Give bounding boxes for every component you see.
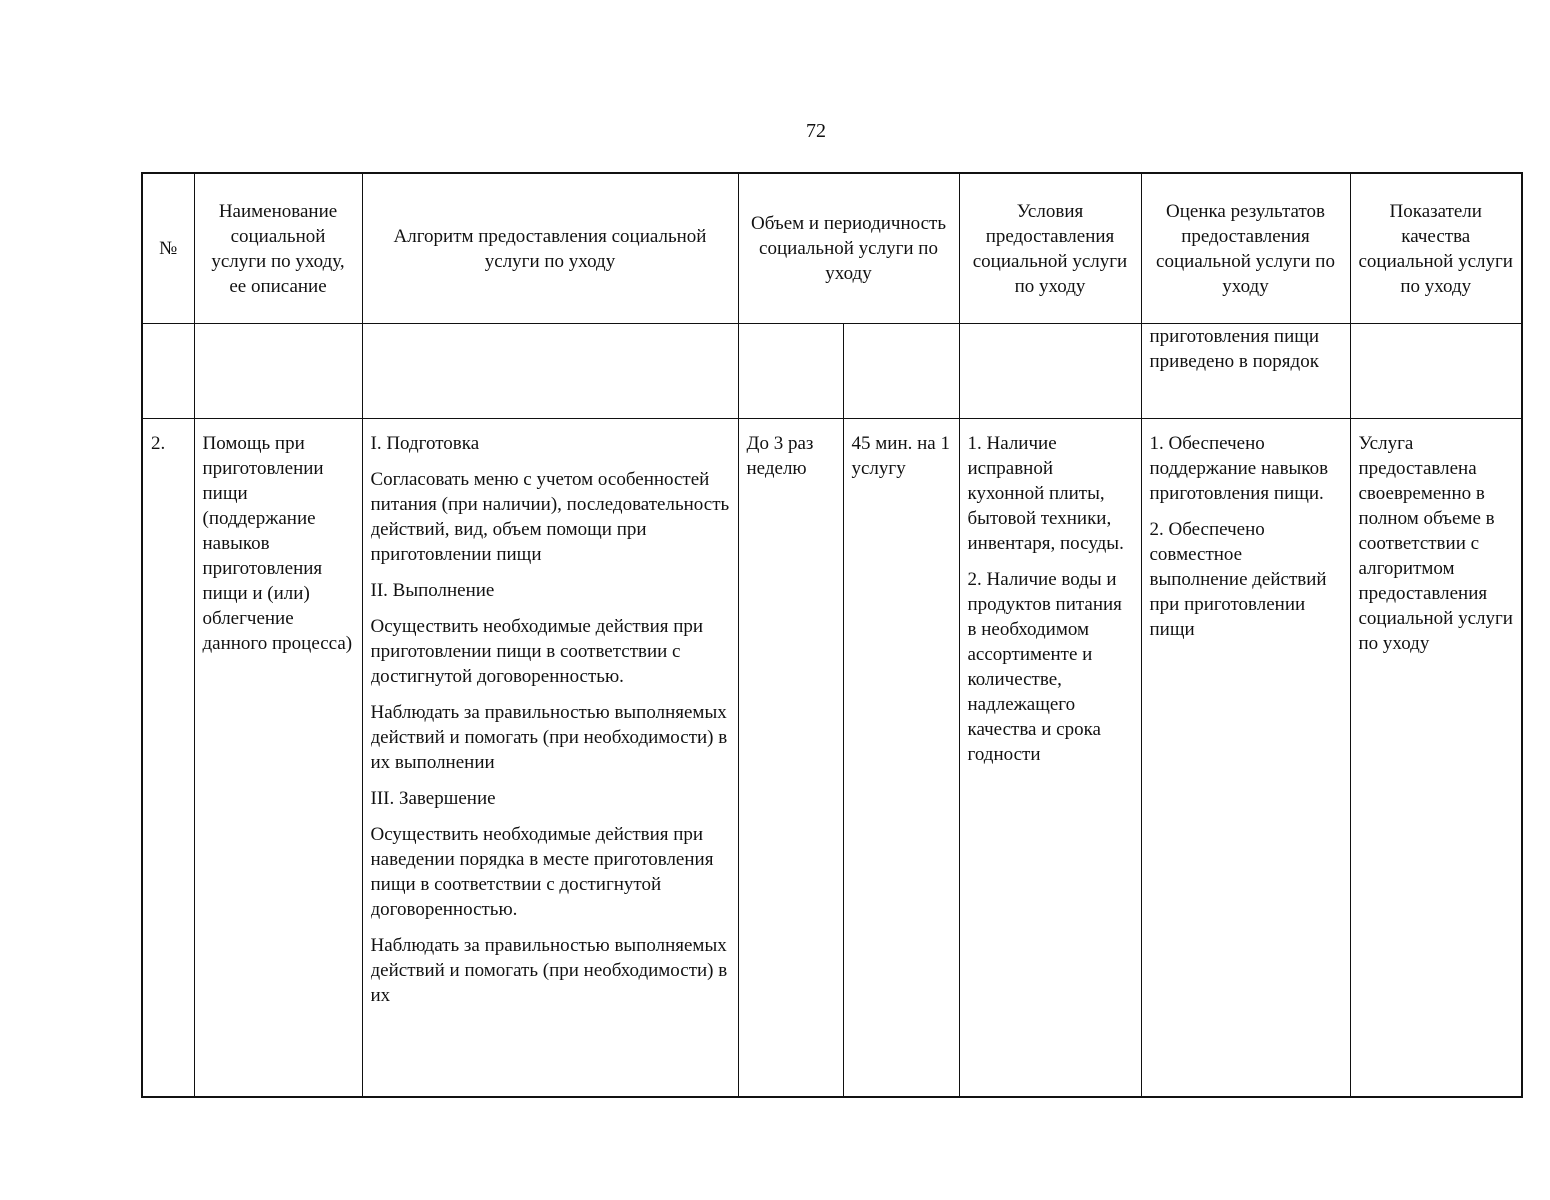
duration-cell: 45 мин. на 1 услугу <box>843 419 959 1098</box>
header-conditions: Условия предоставления социальной услуги по уходу <box>959 173 1141 324</box>
table-row-2 <box>142 419 1522 1098</box>
cont-quality <box>1350 324 1522 419</box>
algorithm-step-heading: I. Подготовка <box>370 433 480 454</box>
algorithm-paragraph: Осуществить необходимые действия при наведении порядка в месте приготовления пищи в соответствии с достигнутой договоренностью. <box>370 824 714 920</box>
service-name: Помощь при приготовлении пищи (поддержание навыков приготовления пищи и (или) облегчение данного процесса) <box>194 419 362 1098</box>
algorithm-paragraph: Наблюдать за правильностью выполняемых действий и помогать (при необходимости) в их <box>370 935 728 1006</box>
evaluation-item: 1. Обеспечено поддержание навыков приготовления пищи. <box>1149 433 1329 504</box>
algorithm-paragraph: Согласовать меню с учетом особенностей питания (при наличии), последовательность действий, вид, объем помощи при приготовлении пищи <box>370 469 730 565</box>
cont-algorithm <box>362 324 738 419</box>
cont-number <box>142 324 194 419</box>
frequency-cell: До 3 раз неделю <box>738 419 843 1098</box>
header-number: № <box>142 173 194 324</box>
cont-frequency <box>738 324 843 419</box>
evaluation-cell <box>1141 419 1350 1098</box>
header-quality: Показатели качества социальной услуги по уходу <box>1350 173 1522 324</box>
services-table <box>141 172 1523 1098</box>
conditions-cell <box>959 419 1141 1098</box>
header-algorithm: Алгоритм предоставления социальной услуги по уходу <box>362 173 738 324</box>
algorithm-step-heading: II. Выполнение <box>370 580 495 601</box>
header-evaluation: Оценка результатов предоставления социальной услуги по уходу <box>1141 173 1350 324</box>
condition-item: 1. Наличие исправной кухонной плиты, бытовой техники, инвентаря, посуды. <box>967 433 1124 554</box>
page-number: 72 <box>806 120 826 142</box>
algorithm-paragraph: Осуществить необходимые действия при приготовлении пищи в соответствии с достигнутой договоренностью. <box>370 616 704 687</box>
header-volume: Объем и периодичность социальной услуги по уходу <box>738 173 959 324</box>
evaluation-item: 2. Обеспечено совместное выполнение действий при приготовлении пищи <box>1149 519 1327 640</box>
table-header-row <box>142 173 1522 324</box>
cont-conditions <box>959 324 1141 419</box>
cont-duration <box>843 324 959 419</box>
row-number: 2. <box>142 419 194 1098</box>
condition-item: 2. Наличие воды и продуктов питания в необходимом ассортименте и количестве, надлежащего качества и срока годности <box>967 569 1122 765</box>
algorithm-cell <box>362 419 738 1098</box>
quality-cell: Услуга предоставлена своевременно в полном объеме в соответствии с алгоритмом предоставления социальной услуги по уходу <box>1350 419 1522 1098</box>
cont-name <box>194 324 362 419</box>
cont-evaluation: приготовления пищи приведено в порядок <box>1141 324 1350 419</box>
continuation-row <box>142 324 1522 419</box>
header-service-name: Наименование социальной услуги по уходу, ее описание <box>194 173 362 324</box>
algorithm-paragraph: Наблюдать за правильностью выполняемых действий и помогать (при необходимости) в их выполнении <box>370 702 728 773</box>
algorithm-step-heading: III. Завершение <box>370 788 496 809</box>
